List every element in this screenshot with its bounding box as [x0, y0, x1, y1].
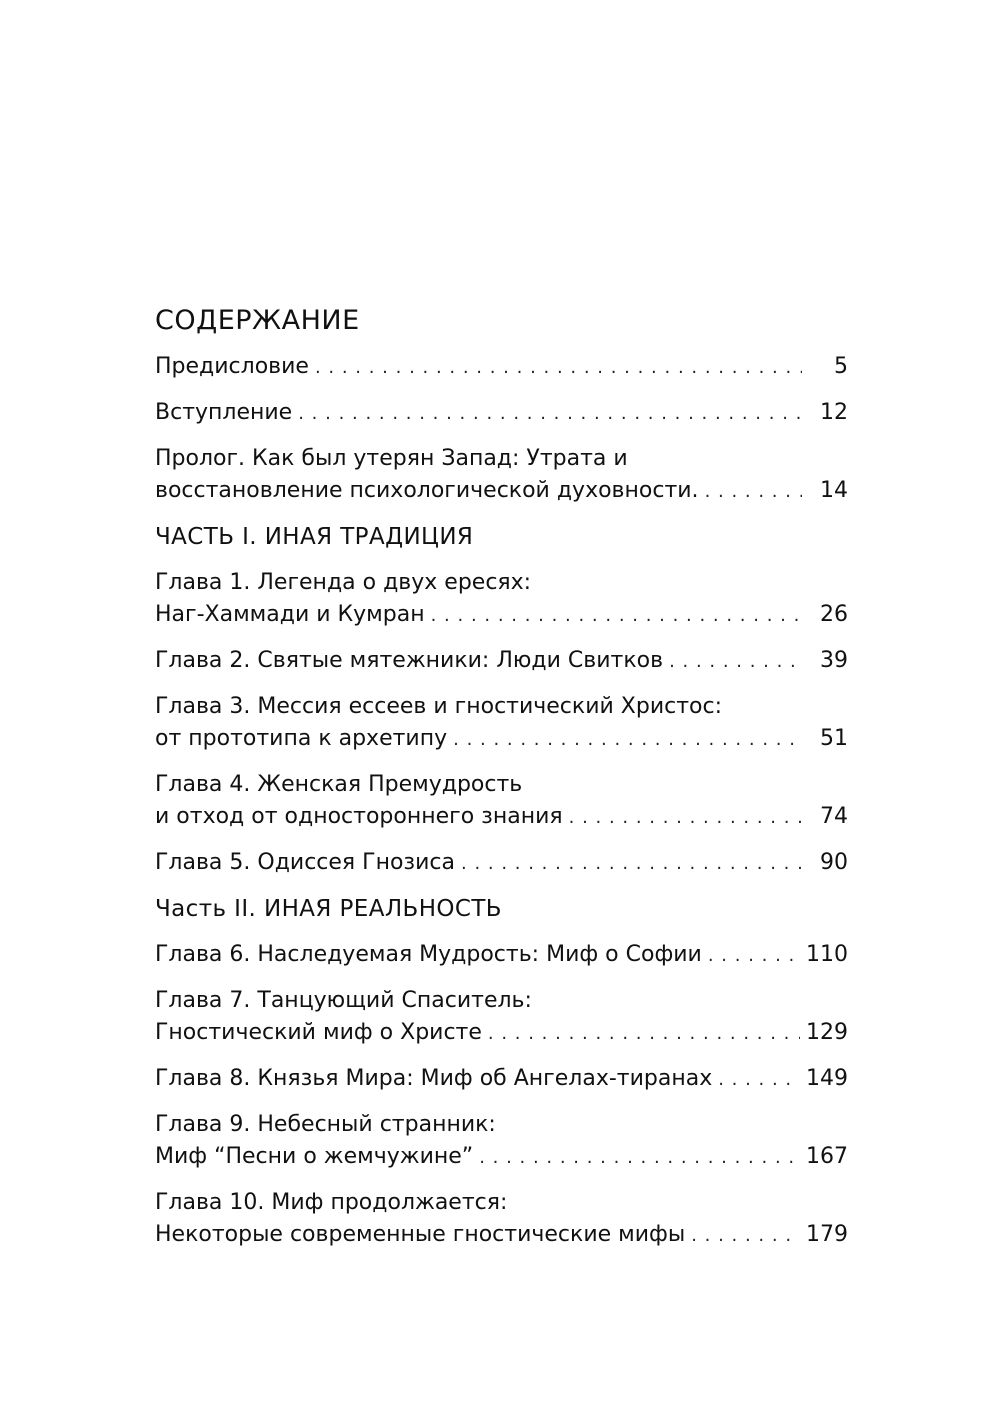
- toc-entry-prologue[interactable]: [155, 443, 848, 508]
- dot-leader: [479, 1142, 800, 1174]
- page-number: 110: [806, 942, 848, 967]
- toc-entry-preface[interactable]: [155, 351, 848, 384]
- toc-entry-chapter-1[interactable]: [155, 567, 848, 632]
- entry-title-line: Гностический миф о Христе: [155, 1020, 482, 1045]
- entry-title-line: Пролог. Как был утерян Запад: Утрата и: [155, 446, 628, 471]
- page-number: 5: [834, 354, 848, 379]
- page-number: 14: [820, 478, 848, 503]
- entry-title-line: Глава 4. Женская Премудрость: [155, 772, 523, 797]
- toc-title: СОДЕРЖАНИЕ: [155, 305, 360, 336]
- page-number: 179: [806, 1222, 848, 1247]
- page-number: 167: [806, 1144, 848, 1169]
- toc-entry-chapter-8[interactable]: [155, 1063, 848, 1096]
- entry-title: Глава 8. Князья Мира: Миф об Ангелах-тиранах: [155, 1066, 713, 1091]
- toc-entry-introduction[interactable]: [155, 397, 848, 430]
- entry-title-line: Глава 7. Танцующий Спаситель:: [155, 988, 532, 1013]
- part-2-title: Часть II. ИНАЯ РЕАЛЬНОСТЬ: [155, 896, 502, 922]
- entry-title: Глава 6. Наследуемая Мудрость: Миф о Софии: [155, 942, 702, 967]
- toc-entry-chapter-10[interactable]: [155, 1187, 848, 1252]
- entry-title-line: Глава 10. Миф продолжается:: [155, 1190, 508, 1215]
- toc-entry-chapter-2[interactable]: [155, 645, 848, 678]
- entry-title-line: Глава 9. Небесный странник:: [155, 1112, 496, 1137]
- toc-entry-chapter-9[interactable]: [155, 1109, 848, 1174]
- dot-leader: [669, 646, 802, 678]
- entry-title: Вступление: [155, 400, 293, 425]
- page-number: 12: [820, 400, 848, 425]
- dot-leader: [461, 848, 802, 880]
- dot-leader: [708, 940, 800, 972]
- entry-title: Предисловие: [155, 354, 309, 379]
- entry-title: Глава 5. Одиссея Гнозиса: [155, 850, 455, 875]
- dot-leader: [315, 352, 802, 384]
- page-number: 26: [820, 602, 848, 627]
- dot-leader: [298, 398, 802, 430]
- page-number: 149: [806, 1066, 848, 1091]
- toc-entry-chapter-3[interactable]: [155, 691, 848, 756]
- toc-entry-chapter-7[interactable]: [155, 985, 848, 1050]
- toc-entry-chapter-4[interactable]: [155, 769, 848, 834]
- page-number: 129: [806, 1020, 848, 1045]
- part-1-title: ЧАСТЬ I. ИНАЯ ТРАДИЦИЯ: [155, 524, 474, 550]
- dot-leader: [718, 1064, 800, 1096]
- dot-leader: [691, 1220, 800, 1252]
- dot-leader: [431, 600, 802, 632]
- table-of-contents: [155, 303, 848, 1265]
- entry-title-line: Глава 3. Мессия ессеев и гностический Христос:: [155, 694, 722, 719]
- dot-leader: [453, 724, 802, 756]
- entry-title-line: восстановление психологической духовности.: [155, 478, 699, 503]
- entry-title-line: от прототипа к архетипу: [155, 726, 448, 751]
- entry-title-line: и отход от одностороннего знания: [155, 804, 563, 829]
- page-number: 51: [820, 726, 848, 751]
- dot-leader: [569, 802, 802, 834]
- toc-entry-chapter-6[interactable]: [155, 939, 848, 972]
- page-number: 39: [820, 648, 848, 673]
- toc-entry-chapter-5[interactable]: [155, 847, 848, 880]
- page-number: 90: [820, 850, 848, 875]
- page-number: 74: [820, 804, 848, 829]
- dot-leader: [705, 476, 802, 508]
- entry-title-line: Глава 1. Легенда о двух ересях:: [155, 570, 532, 595]
- dot-leader: [488, 1018, 800, 1050]
- entry-title-line: Миф “Песни о жемчужине”: [155, 1144, 474, 1169]
- entry-title: Глава 2. Святые мятежники: Люди Свитков: [155, 648, 664, 673]
- entry-title-line: Некоторые современные гностические мифы: [155, 1222, 686, 1247]
- entry-title-line: Наг-Хаммади и Кумран: [155, 602, 425, 627]
